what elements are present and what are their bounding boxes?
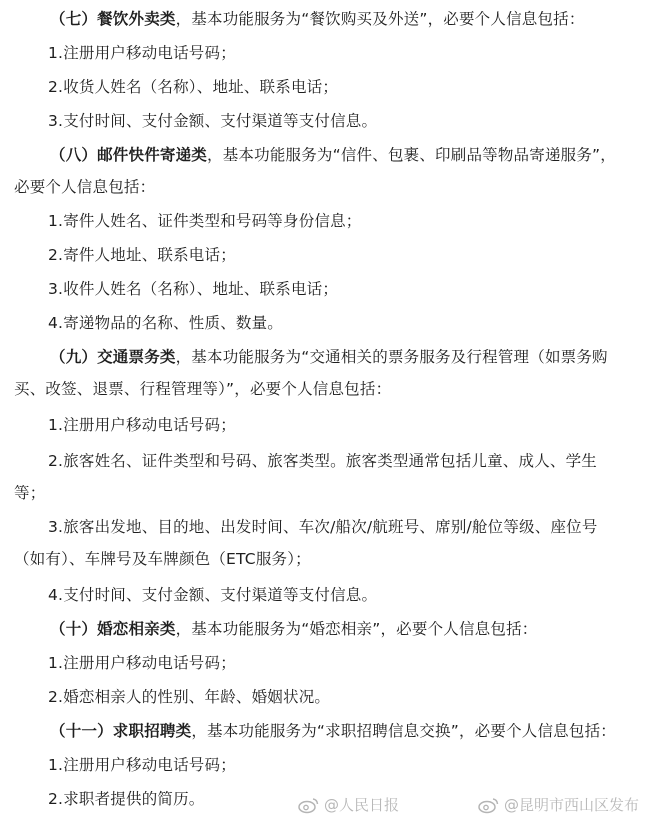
section-11-item-2: 2.求职者提供的简历。 (48, 790, 205, 808)
section-9-item-2: 2.旅客姓名、证件类型和号码、旅客类型。旅客类型通常包括儿童、成人、学生 (48, 452, 597, 470)
section-10-item-1: 1.注册用户移动电话号码； (48, 654, 236, 672)
section-11-heading-line (0, 717, 664, 745)
section-10-title: （十）婚恋相亲类 (50, 620, 176, 638)
section-11-intro: ，基本功能服务为“求职招聘信息交换”，必要个人信息包括： (191, 722, 616, 740)
section-9-item-4: 4.支付时间、支付金额、支付渠道等支付信息。 (48, 586, 378, 604)
section-9-title: （九）交通票务类 (50, 348, 176, 366)
watermark-right-text: @昆明市西山区发布 (504, 796, 640, 814)
watermark-right (478, 792, 639, 818)
section-9-intro: ，基本功能服务为“交通相关的票务服务及行程管理（如票务购 (175, 348, 608, 366)
section-8-item-1: 1.寄件人姓名、证件类型和号码等身份信息； (48, 212, 362, 230)
section-7-intro: ，基本功能服务为“餐饮购买及外送”，必要个人信息包括： (175, 10, 585, 28)
weibo-icon (478, 796, 500, 814)
section-7-title: （七）餐饮外卖类 (50, 10, 176, 28)
section-8-heading-line (0, 141, 664, 169)
section-8-intro-cont: 必要个人信息包括： (14, 178, 156, 196)
section-9-item-2-cont: 等； (14, 484, 46, 502)
section-9-heading-line (0, 343, 664, 371)
watermark-left (298, 792, 399, 818)
section-8-item-2: 2.寄件人地址、联系电话； (48, 246, 236, 264)
section-9-item-1: 1.注册用户移动电话号码； (48, 416, 236, 434)
section-9-item-3: 3.旅客出发地、目的地、出发时间、车次/船次/航班号、席别/舱位等级、座位号 (48, 518, 598, 536)
section-7-item-2: 2.收货人姓名（名称）、地址、联系电话； (48, 78, 339, 96)
watermark-left-text: @人民日报 (324, 796, 400, 814)
section-11-item-1: 1.注册用户移动电话号码； (48, 756, 236, 774)
section-9-item-3-cont: （如有）、车牌号及车牌颜色（ETC服务）； (14, 550, 311, 568)
section-10-heading-line (0, 615, 664, 643)
section-7-heading-line (0, 5, 664, 33)
weibo-icon (298, 796, 320, 814)
section-11-title: （十一）求职招聘类 (50, 722, 192, 740)
section-7-item-3: 3.支付时间、支付金额、支付渠道等支付信息。 (48, 112, 378, 130)
section-10-item-2: 2.婚恋相亲人的性别、年龄、婚姻状况。 (48, 688, 331, 706)
section-8-intro: ，基本功能服务为“信件、包裹、印刷品等物品寄递服务”， (207, 146, 616, 164)
section-10-intro: ，基本功能服务为“婚恋相亲”，必要个人信息包括： (175, 620, 538, 638)
section-8-item-4: 4.寄递物品的名称、性质、数量。 (48, 314, 283, 332)
section-8-item-3: 3.收件人姓名（名称）、地址、联系电话； (48, 280, 339, 298)
section-8-title: （八）邮件快件寄递类 (50, 146, 208, 164)
section-7-item-1: 1.注册用户移动电话号码； (48, 44, 236, 62)
section-9-intro-cont: 买、改签、退票、行程管理等）”，必要个人信息包括： (14, 380, 392, 398)
